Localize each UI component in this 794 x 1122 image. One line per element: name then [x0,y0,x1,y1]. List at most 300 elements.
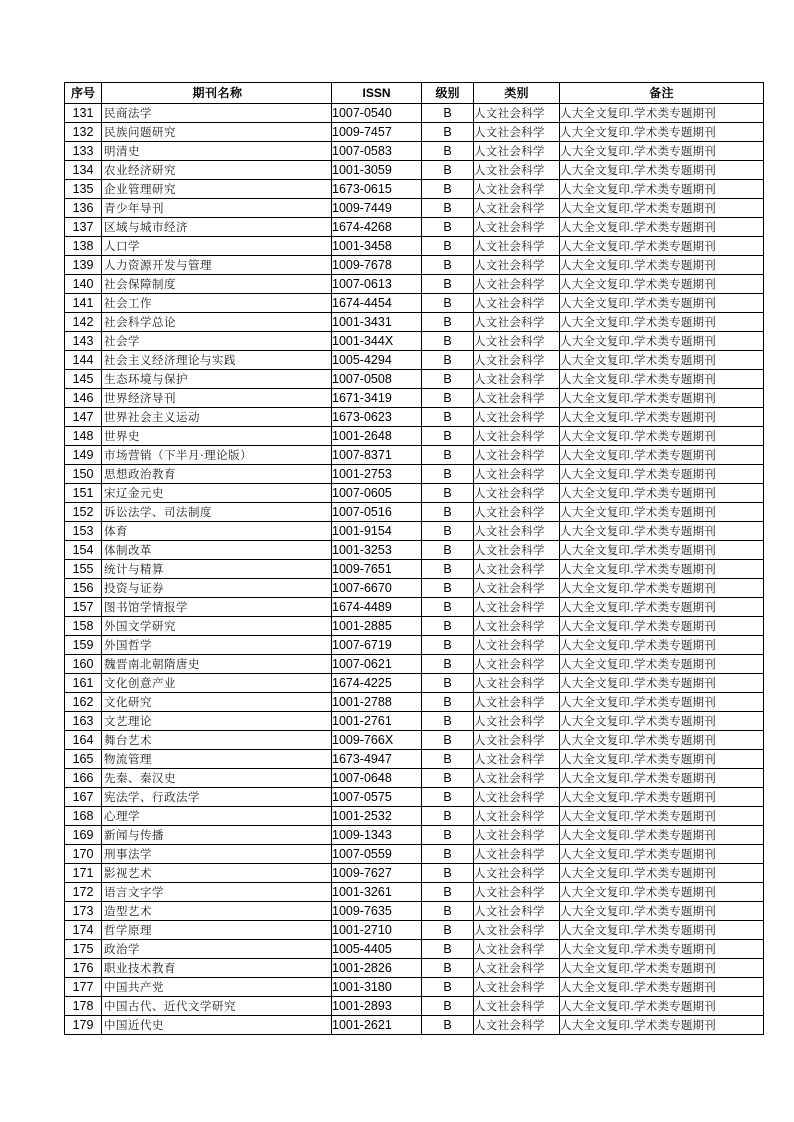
cell-category: 人文社会科学 [474,579,560,598]
cell-level: B [422,370,474,389]
cell-serial-number: 169 [65,826,102,845]
cell-level: B [422,769,474,788]
table-row [65,598,764,617]
cell-remarks: 人大全文复印.学术类专题期刊 [560,674,764,693]
cell-journal-name: 哲学原理 [102,921,332,940]
cell-serial-number: 137 [65,218,102,237]
cell-category: 人文社会科学 [474,788,560,807]
cell-remarks: 人大全文复印.学术类专题期刊 [560,465,764,484]
cell-remarks: 人大全文复印.学术类专题期刊 [560,788,764,807]
cell-level: B [422,560,474,579]
cell-journal-name: 外国文学研究 [102,617,332,636]
cell-remarks: 人大全文复印.学术类专题期刊 [560,845,764,864]
cell-serial-number: 177 [65,978,102,997]
cell-category: 人文社会科学 [474,389,560,408]
cell-category: 人文社会科学 [474,560,560,579]
cell-journal-name: 青少年导刊 [102,199,332,218]
cell-remarks: 人大全文复印.学术类专题期刊 [560,541,764,560]
table-row [65,560,764,579]
cell-issn: 1007-0508 [332,370,422,389]
cell-category: 人文社会科学 [474,199,560,218]
cell-journal-name: 世界社会主义运动 [102,408,332,427]
cell-level: B [422,674,474,693]
cell-serial-number: 160 [65,655,102,674]
cell-serial-number: 149 [65,446,102,465]
cell-category: 人文社会科学 [474,294,560,313]
cell-issn: 1007-6719 [332,636,422,655]
cell-issn: 1007-0648 [332,769,422,788]
cell-serial-number: 165 [65,750,102,769]
table-header-row [65,83,764,104]
cell-journal-name: 先秦、秦汉史 [102,769,332,788]
cell-issn: 1007-0583 [332,142,422,161]
table-row [65,484,764,503]
cell-serial-number: 174 [65,921,102,940]
table-row [65,427,764,446]
cell-serial-number: 140 [65,275,102,294]
cell-issn: 1009-7627 [332,864,422,883]
table-row [65,142,764,161]
cell-level: B [422,332,474,351]
cell-remarks: 人大全文复印.学术类专题期刊 [560,1016,764,1035]
cell-serial-number: 153 [65,522,102,541]
cell-level: B [422,199,474,218]
cell-journal-name: 市场营销（下半月·理论版） [102,446,332,465]
table-row [65,370,764,389]
cell-remarks: 人大全文复印.学术类专题期刊 [560,294,764,313]
cell-issn: 1674-4454 [332,294,422,313]
cell-issn: 1001-9154 [332,522,422,541]
cell-remarks: 人大全文复印.学术类专题期刊 [560,617,764,636]
cell-remarks: 人大全文复印.学术类专题期刊 [560,332,764,351]
cell-category: 人文社会科学 [474,807,560,826]
cell-journal-name: 文艺理论 [102,712,332,731]
cell-category: 人文社会科学 [474,693,560,712]
cell-level: B [422,389,474,408]
table-row [65,959,764,978]
cell-category: 人文社会科学 [474,978,560,997]
table-row [65,617,764,636]
cell-remarks: 人大全文复印.学术类专题期刊 [560,598,764,617]
table-row [65,826,764,845]
table-row [65,693,764,712]
cell-issn: 1005-4405 [332,940,422,959]
cell-category: 人文社会科学 [474,180,560,199]
cell-journal-name: 影视艺术 [102,864,332,883]
cell-level: B [422,1016,474,1035]
cell-issn: 1009-7651 [332,560,422,579]
cell-category: 人文社会科学 [474,408,560,427]
cell-issn: 1001-2621 [332,1016,422,1035]
cell-serial-number: 175 [65,940,102,959]
cell-journal-name: 农业经济研究 [102,161,332,180]
cell-serial-number: 148 [65,427,102,446]
header-journal-name: 期刊名称 [102,83,332,104]
table-row [65,275,764,294]
cell-level: B [422,161,474,180]
cell-journal-name: 社会学 [102,332,332,351]
cell-issn: 1009-766X [332,731,422,750]
cell-level: B [422,636,474,655]
cell-journal-name: 世界史 [102,427,332,446]
cell-serial-number: 138 [65,237,102,256]
cell-serial-number: 146 [65,389,102,408]
cell-category: 人文社会科学 [474,503,560,522]
cell-issn: 1671-3419 [332,389,422,408]
cell-issn: 1674-4225 [332,674,422,693]
cell-serial-number: 173 [65,902,102,921]
cell-journal-name: 社会工作 [102,294,332,313]
cell-remarks: 人大全文复印.学术类专题期刊 [560,693,764,712]
cell-serial-number: 131 [65,104,102,123]
cell-level: B [422,826,474,845]
cell-journal-name: 刑事法学 [102,845,332,864]
table-row [65,902,764,921]
cell-journal-name: 宋辽金元史 [102,484,332,503]
cell-remarks: 人大全文复印.学术类专题期刊 [560,807,764,826]
cell-level: B [422,351,474,370]
table-row [65,294,764,313]
cell-remarks: 人大全文复印.学术类专题期刊 [560,883,764,902]
cell-level: B [422,237,474,256]
cell-journal-name: 明清史 [102,142,332,161]
cell-journal-name: 中国近代史 [102,1016,332,1035]
cell-remarks: 人大全文复印.学术类专题期刊 [560,370,764,389]
cell-level: B [422,693,474,712]
cell-level: B [422,750,474,769]
table-body [65,104,764,1035]
cell-issn: 1005-4294 [332,351,422,370]
cell-level: B [422,180,474,199]
cell-issn: 1001-2761 [332,712,422,731]
cell-level: B [422,902,474,921]
cell-issn: 1673-4947 [332,750,422,769]
cell-issn: 1007-6670 [332,579,422,598]
cell-remarks: 人大全文复印.学术类专题期刊 [560,978,764,997]
cell-serial-number: 171 [65,864,102,883]
cell-journal-name: 人力资源开发与管理 [102,256,332,275]
cell-remarks: 人大全文复印.学术类专题期刊 [560,256,764,275]
cell-journal-name: 语言文字学 [102,883,332,902]
cell-serial-number: 150 [65,465,102,484]
cell-journal-name: 统计与精算 [102,560,332,579]
cell-issn: 1001-2710 [332,921,422,940]
table-row [65,332,764,351]
cell-issn: 1007-0540 [332,104,422,123]
cell-journal-name: 魏晋南北朝隋唐史 [102,655,332,674]
cell-category: 人文社会科学 [474,370,560,389]
cell-remarks: 人大全文复印.学术类专题期刊 [560,503,764,522]
cell-remarks: 人大全文复印.学术类专题期刊 [560,180,764,199]
table-row [65,123,764,142]
cell-issn: 1001-344X [332,332,422,351]
cell-remarks: 人大全文复印.学术类专题期刊 [560,104,764,123]
cell-serial-number: 176 [65,959,102,978]
cell-journal-name: 区域与城市经济 [102,218,332,237]
header-remarks: 备注 [560,83,764,104]
table-row [65,503,764,522]
cell-journal-name: 文化创意产业 [102,674,332,693]
cell-category: 人文社会科学 [474,484,560,503]
cell-level: B [422,940,474,959]
cell-level: B [422,104,474,123]
table-row [65,750,764,769]
cell-remarks: 人大全文复印.学术类专题期刊 [560,484,764,503]
table-row [65,256,764,275]
cell-category: 人文社会科学 [474,674,560,693]
cell-level: B [422,921,474,940]
cell-level: B [422,256,474,275]
cell-serial-number: 159 [65,636,102,655]
cell-journal-name: 宪法学、行政法学 [102,788,332,807]
cell-journal-name: 社会科学总论 [102,313,332,332]
cell-remarks: 人大全文复印.学术类专题期刊 [560,902,764,921]
cell-level: B [422,427,474,446]
cell-level: B [422,655,474,674]
cell-serial-number: 163 [65,712,102,731]
cell-category: 人文社会科学 [474,218,560,237]
cell-category: 人文社会科学 [474,123,560,142]
cell-level: B [422,313,474,332]
cell-issn: 1007-0516 [332,503,422,522]
cell-remarks: 人大全文复印.学术类专题期刊 [560,921,764,940]
cell-remarks: 人大全文复印.学术类专题期刊 [560,427,764,446]
cell-level: B [422,712,474,731]
cell-journal-name: 造型艺术 [102,902,332,921]
cell-issn: 1001-2788 [332,693,422,712]
cell-remarks: 人大全文复印.学术类专题期刊 [560,655,764,674]
cell-issn: 1673-0615 [332,180,422,199]
cell-journal-name: 体制改革 [102,541,332,560]
table-row [65,997,764,1016]
cell-category: 人文社会科学 [474,750,560,769]
cell-journal-name: 舞台艺术 [102,731,332,750]
cell-serial-number: 178 [65,997,102,1016]
table-row [65,446,764,465]
cell-level: B [422,579,474,598]
table-row [65,655,764,674]
cell-level: B [422,503,474,522]
cell-issn: 1001-3253 [332,541,422,560]
cell-remarks: 人大全文复印.学术类专题期刊 [560,199,764,218]
cell-serial-number: 166 [65,769,102,788]
cell-issn: 1674-4489 [332,598,422,617]
cell-journal-name: 思想政治教育 [102,465,332,484]
table-row [65,522,764,541]
cell-serial-number: 151 [65,484,102,503]
cell-issn: 1007-0605 [332,484,422,503]
cell-category: 人文社会科学 [474,731,560,750]
cell-journal-name: 投资与证券 [102,579,332,598]
cell-issn: 1674-4268 [332,218,422,237]
cell-serial-number: 155 [65,560,102,579]
cell-journal-name: 世界经济导刊 [102,389,332,408]
table-row [65,921,764,940]
header-level: 级别 [422,83,474,104]
cell-level: B [422,864,474,883]
cell-issn: 1001-2893 [332,997,422,1016]
cell-remarks: 人大全文复印.学术类专题期刊 [560,731,764,750]
header-category: 类别 [474,83,560,104]
cell-serial-number: 154 [65,541,102,560]
cell-journal-name: 社会保障制度 [102,275,332,294]
cell-journal-name: 政治学 [102,940,332,959]
journal-table [64,82,764,1035]
cell-remarks: 人大全文复印.学术类专题期刊 [560,161,764,180]
table-row [65,1016,764,1035]
cell-serial-number: 147 [65,408,102,427]
cell-journal-name: 职业技术教育 [102,959,332,978]
cell-journal-name: 生态环境与保护 [102,370,332,389]
cell-category: 人文社会科学 [474,104,560,123]
cell-category: 人文社会科学 [474,636,560,655]
cell-category: 人文社会科学 [474,313,560,332]
cell-category: 人文社会科学 [474,332,560,351]
table-row [65,940,764,959]
cell-serial-number: 158 [65,617,102,636]
cell-remarks: 人大全文复印.学术类专题期刊 [560,237,764,256]
cell-issn: 1009-1343 [332,826,422,845]
cell-level: B [422,845,474,864]
cell-remarks: 人大全文复印.学术类专题期刊 [560,218,764,237]
cell-level: B [422,959,474,978]
cell-journal-name: 社会主义经济理论与实践 [102,351,332,370]
cell-category: 人文社会科学 [474,541,560,560]
cell-serial-number: 132 [65,123,102,142]
cell-category: 人文社会科学 [474,769,560,788]
table-row [65,579,764,598]
table-row [65,541,764,560]
cell-category: 人文社会科学 [474,275,560,294]
cell-remarks: 人大全文复印.学术类专题期刊 [560,579,764,598]
cell-remarks: 人大全文复印.学术类专题期刊 [560,997,764,1016]
cell-category: 人文社会科学 [474,617,560,636]
cell-issn: 1001-3458 [332,237,422,256]
cell-issn: 1001-2826 [332,959,422,978]
cell-serial-number: 161 [65,674,102,693]
cell-category: 人文社会科学 [474,237,560,256]
cell-level: B [422,142,474,161]
cell-category: 人文社会科学 [474,142,560,161]
table-row [65,199,764,218]
table-row [65,712,764,731]
cell-journal-name: 中国共产党 [102,978,332,997]
cell-serial-number: 145 [65,370,102,389]
cell-issn: 1007-8371 [332,446,422,465]
cell-issn: 1001-2753 [332,465,422,484]
cell-journal-name: 中国古代、近代文学研究 [102,997,332,1016]
cell-category: 人文社会科学 [474,256,560,275]
cell-category: 人文社会科学 [474,598,560,617]
cell-remarks: 人大全文复印.学术类专题期刊 [560,142,764,161]
cell-remarks: 人大全文复印.学术类专题期刊 [560,275,764,294]
cell-category: 人文社会科学 [474,883,560,902]
table-row [65,351,764,370]
cell-level: B [422,807,474,826]
cell-journal-name: 文化研究 [102,693,332,712]
cell-category: 人文社会科学 [474,522,560,541]
table-row [65,864,764,883]
cell-level: B [422,465,474,484]
cell-remarks: 人大全文复印.学术类专题期刊 [560,408,764,427]
cell-issn: 1007-0621 [332,655,422,674]
table-row [65,218,764,237]
cell-category: 人文社会科学 [474,997,560,1016]
cell-category: 人文社会科学 [474,845,560,864]
cell-level: B [422,997,474,1016]
cell-journal-name: 物流管理 [102,750,332,769]
cell-serial-number: 162 [65,693,102,712]
cell-serial-number: 139 [65,256,102,275]
cell-serial-number: 167 [65,788,102,807]
cell-issn: 1001-3180 [332,978,422,997]
cell-serial-number: 152 [65,503,102,522]
cell-remarks: 人大全文复印.学术类专题期刊 [560,940,764,959]
table-row [65,769,764,788]
table-row [65,389,764,408]
cell-serial-number: 142 [65,313,102,332]
cell-category: 人文社会科学 [474,921,560,940]
cell-category: 人文社会科学 [474,864,560,883]
table-row [65,636,764,655]
table-row [65,313,764,332]
cell-category: 人文社会科学 [474,465,560,484]
cell-journal-name: 图书馆学情报学 [102,598,332,617]
cell-remarks: 人大全文复印.学术类专题期刊 [560,959,764,978]
cell-issn: 1001-2885 [332,617,422,636]
cell-category: 人文社会科学 [474,446,560,465]
cell-journal-name: 民族问题研究 [102,123,332,142]
table-row [65,104,764,123]
cell-remarks: 人大全文复印.学术类专题期刊 [560,522,764,541]
cell-journal-name: 体育 [102,522,332,541]
header-serial-number: 序号 [65,83,102,104]
cell-level: B [422,484,474,503]
cell-remarks: 人大全文复印.学术类专题期刊 [560,826,764,845]
cell-level: B [422,446,474,465]
cell-remarks: 人大全文复印.学术类专题期刊 [560,712,764,731]
cell-level: B [422,275,474,294]
cell-issn: 1673-0623 [332,408,422,427]
cell-serial-number: 141 [65,294,102,313]
cell-issn: 1009-7449 [332,199,422,218]
cell-serial-number: 156 [65,579,102,598]
table-row [65,180,764,199]
cell-remarks: 人大全文复印.学术类专题期刊 [560,636,764,655]
cell-issn: 1007-0575 [332,788,422,807]
table-row [65,883,764,902]
cell-remarks: 人大全文复印.学术类专题期刊 [560,560,764,579]
cell-level: B [422,731,474,750]
cell-category: 人文社会科学 [474,902,560,921]
table-row [65,674,764,693]
table-row [65,161,764,180]
cell-category: 人文社会科学 [474,161,560,180]
cell-category: 人文社会科学 [474,940,560,959]
cell-category: 人文社会科学 [474,655,560,674]
cell-level: B [422,541,474,560]
header-issn: ISSN [332,83,422,104]
cell-level: B [422,218,474,237]
cell-serial-number: 136 [65,199,102,218]
cell-journal-name: 诉讼法学、司法制度 [102,503,332,522]
cell-category: 人文社会科学 [474,427,560,446]
cell-category: 人文社会科学 [474,959,560,978]
cell-level: B [422,522,474,541]
cell-remarks: 人大全文复印.学术类专题期刊 [560,351,764,370]
cell-level: B [422,978,474,997]
cell-remarks: 人大全文复印.学术类专题期刊 [560,446,764,465]
